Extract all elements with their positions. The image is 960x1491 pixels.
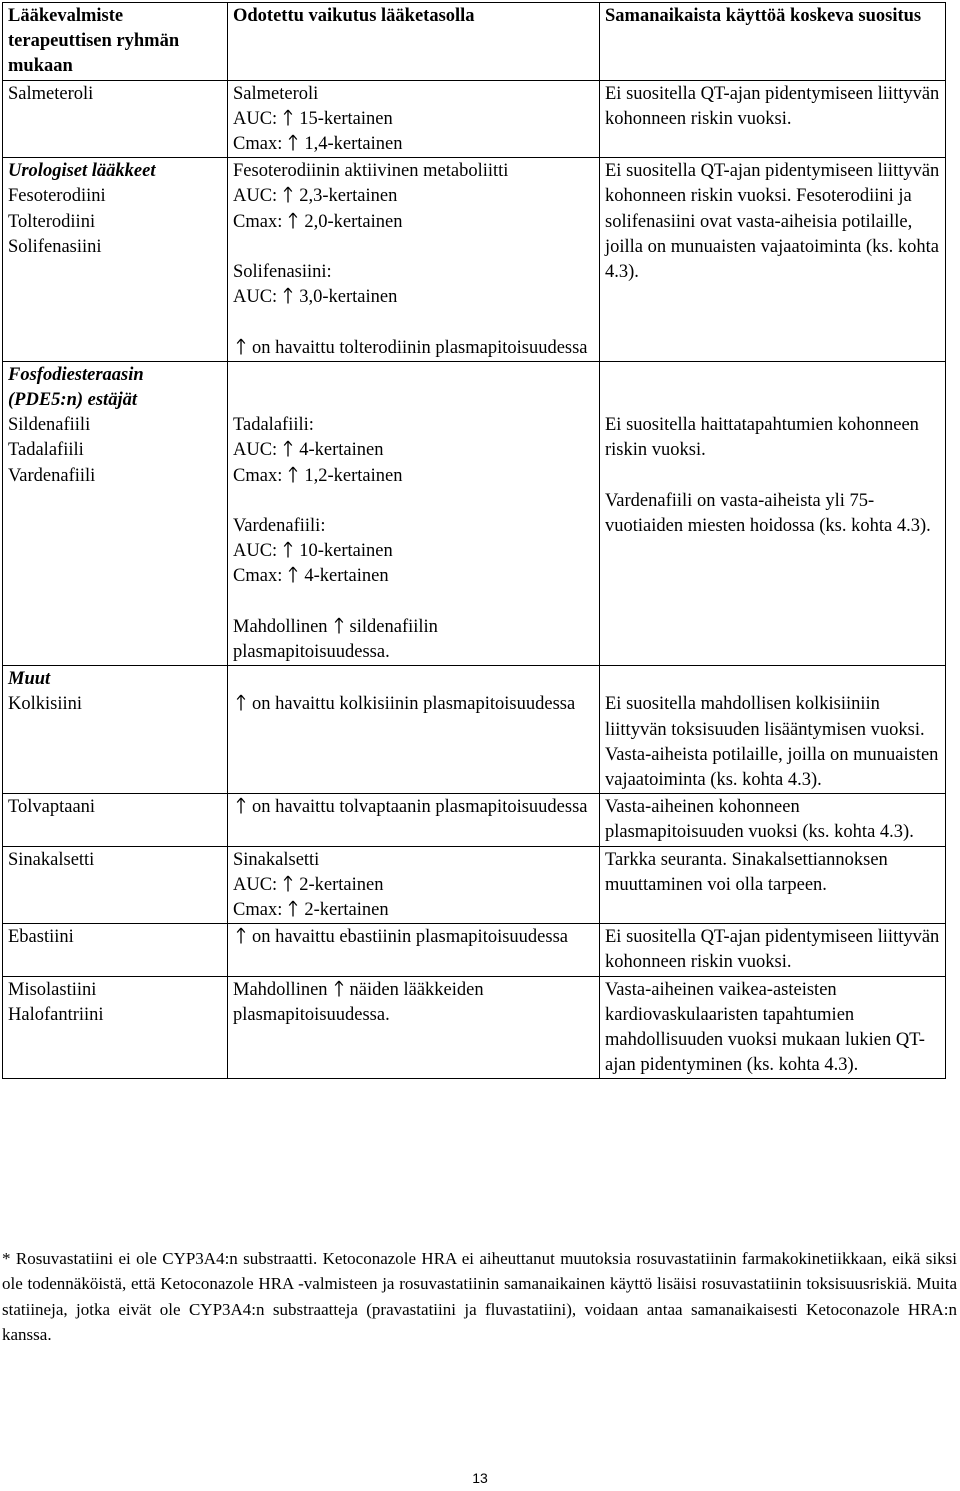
recommendation-cell: Ei suositella QT-ajan pidentymiseen liittyvän kohonneen riskin vuoksi. Fesoterodiini ja solifenasiini ovat vasta-aiheisia potilaille, joilla on munuaisten vajaatoiminta (ks. kohta 4.3).: [600, 158, 946, 362]
drug-cell: [3, 80, 228, 158]
drug-cell: [3, 666, 228, 794]
effect-cell: [228, 976, 600, 1079]
drug-cell: [3, 158, 228, 362]
drug-name: Sildenafiili: [8, 415, 91, 436]
drug-name: Kolkisiini: [8, 694, 83, 715]
table-row: [3, 361, 946, 665]
up-arrow-icon: [280, 873, 296, 898]
auc-line: AUC: 10-kertainen: [233, 539, 594, 564]
table-row: [3, 924, 946, 976]
drug-name: Halofantriini: [8, 1004, 104, 1025]
effect-cell: [228, 80, 600, 158]
up-arrow-icon: [285, 564, 301, 589]
up-arrow-icon: [280, 184, 296, 209]
table-row: [3, 794, 946, 846]
recommendation-cell: Ei suositella mahdollisen kolkisiiniin liittyvän toksisuuden lisääntymisen vuoksi. Vasta-aiheista potilaille, joilla on munuaisten vajaatoiminta (ks. kohta 4.3).: [600, 666, 946, 794]
drug-cell: [3, 924, 228, 976]
drug-name: Vardenafiili: [8, 465, 96, 486]
footnote: * Rosuvastatiini ei ole CYP3A4:n substraatti. Ketoconazole HRA ei aiheuttanut muutoksia rosuvastatiinin farmakokinetiikkaan, eikä siksi ole todennäköistä, että Ketoconazole HRA -valmisteen ja rosuvastatiinin samanaikainen käyttö lisäisi rosuvastatiinin toksisuusriskiä. Muita statiineja, jotka eivät ole CYP3A4:n substraatteja (pravastatiini ja fluvastatiini), voidaan antaa samanaikaisesti Ketoconazole HRA:n kanssa.: [2, 1249, 957, 1344]
up-arrow-icon: [285, 898, 301, 923]
effect-text: on havaittu tolterodiinin plasmapitoisuudessa: [233, 336, 594, 361]
effect-cell: [228, 361, 600, 665]
cmax-line: Cmax: 2-kertainen: [233, 898, 594, 923]
effect-title: Salmeteroli: [233, 83, 319, 104]
up-arrow-icon: [280, 438, 296, 463]
drug-name: Sinakalsetti: [8, 849, 95, 870]
table-row: [3, 80, 946, 158]
up-arrow-icon: [280, 107, 296, 132]
auc-line: AUC: 2-kertainen: [233, 873, 594, 898]
up-arrow-icon: [233, 336, 249, 361]
up-arrow-icon: [233, 795, 249, 820]
drug-name: Tolvaptaani: [8, 797, 96, 818]
up-arrow-icon: [233, 692, 249, 717]
cmax-line: Cmax: 1,2-kertainen: [233, 464, 594, 489]
drug-name: Ebastiini: [8, 927, 74, 948]
recommendation-cell: Ei suositella haittatapahtumien kohonneen riskin vuoksi. Vardenafiili on vasta-aiheista yli 75-vuotiaiden miesten hoidossa (ks. kohta 4.3).: [600, 361, 946, 665]
interaction-table: [2, 2, 946, 1079]
up-arrow-icon: [280, 285, 296, 310]
recommendation-cell: Vasta-aiheinen vaikea-asteisten kardiovaskulaaristen tapahtumien mahdollisuuden vuoksi mukaan lukien QT-ajan pidentyminen (ks. kohta 4.3).: [600, 976, 946, 1079]
cmax-line: Cmax: 2,0-kertainen: [233, 210, 594, 235]
header-drug-group: Lääkevalmiste terapeuttisen ryhmän mukaan: [3, 3, 228, 81]
auc-line: AUC: 15-kertainen: [233, 107, 594, 132]
effect-title: Sinakalsetti: [233, 849, 320, 870]
cmax-line: Cmax: 4-kertainen: [233, 564, 594, 589]
category-label: Fosfodiesteraasin (PDE5:n) estäjät: [8, 364, 144, 411]
cmax-line: Cmax: 1,4-kertainen: [233, 132, 594, 157]
drug-name: Misolastiini: [8, 979, 97, 1000]
recommendation-cell: Ei suositella QT-ajan pidentymiseen liittyvän kohonneen riskin vuoksi.: [600, 924, 946, 976]
effect-text: on havaittu ebastiinin plasmapitoisuudessa: [233, 925, 594, 950]
effect-title: Tadalafiili:: [233, 415, 314, 436]
page-number: 13: [472, 1470, 488, 1486]
effect-text: on havaittu kolkisiinin plasmapitoisuudessa: [233, 692, 594, 717]
effect-text: Mahdollinen näiden lääkkeiden plasmapitoisuudessa.: [233, 979, 484, 1025]
table-row: [3, 666, 946, 794]
effect-title: Fesoterodiinin aktiivinen metaboliitti: [233, 161, 509, 182]
effect-title: Solifenasiini:: [233, 262, 332, 283]
table-row: [3, 158, 946, 362]
auc-line: AUC: 2,3-kertainen: [233, 184, 594, 209]
effect-cell: [228, 924, 600, 976]
up-arrow-icon: [285, 210, 301, 235]
up-arrow-icon: [233, 925, 249, 950]
drug-cell: [3, 794, 228, 846]
drug-cell: [3, 846, 228, 924]
recommendation-cell: Ei suositella QT-ajan pidentymiseen liittyvän kohonneen riskin vuoksi.: [600, 80, 946, 158]
table-row: [3, 976, 946, 1079]
drug-name: Solifenasiini: [8, 236, 102, 257]
up-arrow-icon: [331, 978, 347, 1003]
effect-text: on havaittu tolvaptaanin plasmapitoisuudessa: [233, 795, 594, 820]
effect-cell: [228, 666, 600, 794]
drug-cell: [3, 361, 228, 665]
table-row: [3, 846, 946, 924]
effect-cell: [228, 794, 600, 846]
drug-cell: [3, 976, 228, 1079]
recommendation-cell: Vasta-aiheinen kohonneen plasmapitoisuuden vuoksi (ks. kohta 4.3).: [600, 794, 946, 846]
effect-cell: [228, 846, 600, 924]
up-arrow-icon: [285, 464, 301, 489]
up-arrow-icon: [331, 615, 347, 640]
drug-name: Tolterodiini: [8, 211, 96, 232]
auc-line: AUC: 4-kertainen: [233, 438, 594, 463]
recommendation-cell: Tarkka seuranta. Sinakalsettiannoksen muuttaminen voi olla tarpeen.: [600, 846, 946, 924]
drug-name: Salmeteroli: [8, 83, 94, 104]
effect-title: Vardenafiili:: [233, 515, 326, 536]
category-label: Muut: [8, 669, 51, 690]
up-arrow-icon: [285, 132, 301, 157]
up-arrow-icon: [280, 539, 296, 564]
table-header-row: [3, 3, 946, 81]
auc-line: AUC: 3,0-kertainen: [233, 285, 594, 310]
drug-name: Tadalafiili: [8, 440, 84, 461]
drug-name: Fesoterodiini: [8, 186, 106, 207]
category-label: Urologiset lääkkeet: [8, 161, 156, 182]
effect-text: Mahdollinen sildenafiilin plasmapitoisuudessa.: [233, 616, 438, 662]
effect-cell: [228, 158, 600, 362]
header-recommendation: Samanaikaista käyttöä koskeva suositus: [600, 3, 946, 81]
header-expected-effect: Odotettu vaikutus lääketasolla: [228, 3, 600, 81]
